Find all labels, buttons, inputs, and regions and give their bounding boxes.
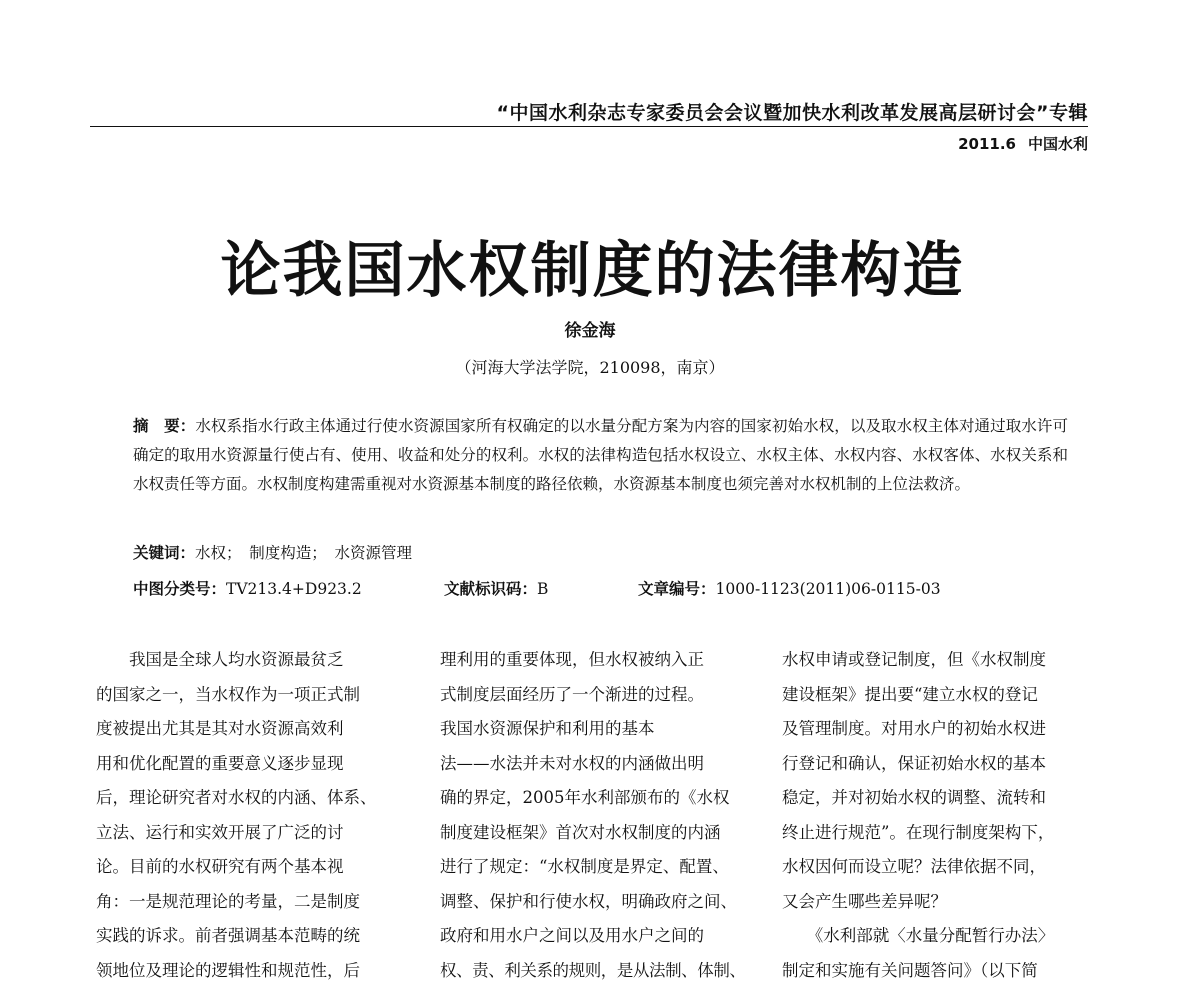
body-text-line: 理利用的重要体现，但水权被纳入正 <box>440 643 746 678</box>
body-text-line: 确的界定，2005年水利部颁布的《水权 <box>440 781 746 816</box>
body-text-line: 论。目前的水权研究有两个基本视 <box>96 850 402 885</box>
body-text-line: 用和优化配置的重要意义逐步显现 <box>96 747 402 782</box>
issue-info <box>958 133 1088 154</box>
keywords <box>133 541 412 563</box>
body-text-line: 式制度层面经历了一个渐进的过程。 <box>440 678 746 713</box>
body-text-line: 法——水法并未对水权的内涵做出明 <box>440 747 746 782</box>
body-text-line: 后，理论研究者对水权的内涵、体系、 <box>96 781 402 816</box>
body-column-3 <box>782 643 1088 988</box>
body-text-line: 政府和用水户之间以及用水户之间的 <box>440 919 746 954</box>
body-column-2 <box>440 643 746 988</box>
author-affiliation: （河海大学法学院，210098，南京） <box>0 355 1180 378</box>
body-text-line: 稳定，并对初始水权的调整、流转和 <box>782 781 1088 816</box>
author-name: 徐金海 <box>0 316 1180 341</box>
article-no-label: 文章编号： <box>638 580 716 598</box>
article-title: 论我国水权制度的法律构造 <box>0 223 1185 309</box>
clc-label: 中图分类号： <box>133 580 226 598</box>
body-text-line: 及管理制度。对用水户的初始水权进 <box>782 712 1088 747</box>
body-text-line: 进行了规定：“水权制度是界定、配置、 <box>440 850 746 885</box>
body-text-line: 又会产生哪些差异呢？ <box>782 885 1088 920</box>
body-text-line: 实践的诉求。前者强调基本范畴的统 <box>96 919 402 954</box>
body-text-line: 我国水资源保护和利用的基本 <box>440 712 746 747</box>
clc-number <box>133 577 362 599</box>
abstract-label: 摘 要： <box>133 417 195 435</box>
body-text-line: 的国家之一，当水权作为一项正式制 <box>96 678 402 713</box>
body-text-line: 权、责、利关系的规则，是从法制、体制、 <box>440 954 746 988</box>
body-text-line: 制度建设框架》首次对水权制度的内涵 <box>440 816 746 851</box>
article-number <box>638 577 941 599</box>
body-text-line: 《水利部就〈水量分配暂行办法〉 <box>782 919 1088 954</box>
document-code <box>444 577 548 599</box>
body-text-line: 终止进行规范”。在现行制度架构下， <box>782 816 1088 851</box>
body-text-line: 领地位及理论的逻辑性和规范性，后 <box>96 954 402 988</box>
body-text-line: 制定和实施有关问题答问》（以下简 <box>782 954 1088 988</box>
special-issue-title: “中国水利杂志专家委员会会议暨加快水利改革发展高层研讨会”专辑 <box>497 98 1088 125</box>
abstract-text: 水权系指水行政主体通过行使水资源国家所有权确定的以水量分配方案为内容的国家初始水权，以及取水权主体对通过取水许可确定的取用水资源量行使占有、使用、收益和处分的权利。水权的法律构造包括水权设立、水权主体、水权内容、水权客体、水权关系和水权责任等方面。水权制度构建需重视对水资源基本制度的路径依赖，水资源基本制度也须完善对水权机制的上位法救济。 <box>133 417 1068 493</box>
doc-code-value: B <box>537 580 548 598</box>
body-text-line: 建设框架》提出要“建立水权的登记 <box>782 678 1088 713</box>
body-text-line: 度被提出尤其是其对水资源高效利 <box>96 712 402 747</box>
body-text-line: 我国是全球人均水资源最贫乏 <box>96 643 402 678</box>
keywords-label: 关键词： <box>133 544 195 562</box>
header-rule <box>90 126 1088 127</box>
article-no-value: 1000-1123(2011)06-0115-03 <box>716 580 941 598</box>
body-text-line: 调整、保护和行使水权，明确政府之间、 <box>440 885 746 920</box>
issue-number: 2011.6 <box>958 135 1016 153</box>
abstract <box>133 412 1068 499</box>
doc-code-label: 文献标识码： <box>444 580 537 598</box>
journal-name: 中国水利 <box>1028 135 1088 153</box>
body-text-line: 水权因何而设立呢？法律依据不同， <box>782 850 1088 885</box>
body-text-line: 角：一是规范理论的考量，二是制度 <box>96 885 402 920</box>
body-text-line: 行登记和确认，保证初始水权的基本 <box>782 747 1088 782</box>
keywords-text: 水权； 制度构造； 水资源管理 <box>195 544 412 562</box>
body-text-line: 立法、运行和实效开展了广泛的讨 <box>96 816 402 851</box>
body-text-line: 水权申请或登记制度，但《水权制度 <box>782 643 1088 678</box>
body-column-1 <box>96 643 402 988</box>
clc-value: TV213.4+D923.2 <box>226 580 362 598</box>
